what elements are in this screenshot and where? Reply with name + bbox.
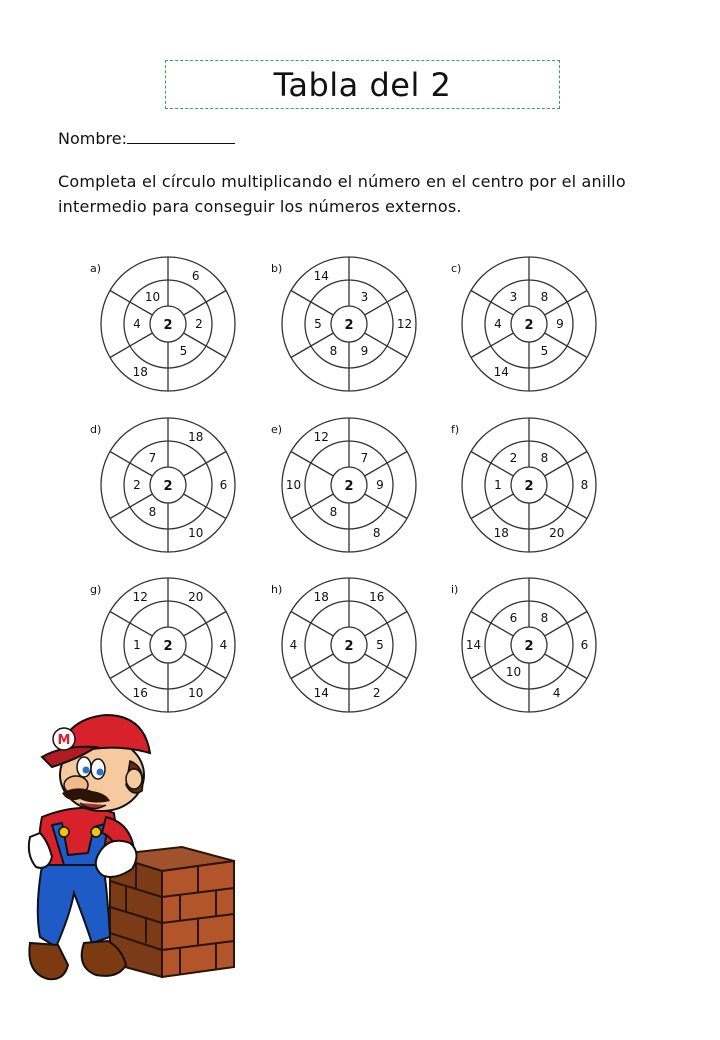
multiplication-wheel: [271, 418, 416, 552]
wheel-center-number: 2: [344, 479, 354, 494]
outer-ring-number: 16: [132, 686, 148, 701]
multiplication-wheel: [451, 257, 596, 391]
middle-ring-number: 10: [144, 290, 161, 305]
wheel-letter: b): [271, 262, 283, 275]
outer-ring-number: 12: [132, 589, 148, 604]
outer-ring-number: 14: [313, 268, 329, 283]
middle-ring-number: 9: [360, 343, 369, 358]
wheel-center-number: 2: [524, 479, 534, 494]
outer-ring-number: 4: [552, 686, 561, 701]
middle-ring-number: 3: [360, 290, 369, 305]
middle-ring-number: 8: [540, 451, 549, 466]
middle-ring-number: 8: [540, 611, 549, 626]
middle-ring-number: 2: [509, 451, 518, 466]
outer-ring-number: 20: [549, 526, 565, 541]
wheel-center-number: 2: [524, 639, 534, 654]
outer-ring-number: 14: [313, 686, 329, 701]
middle-ring-number: 8: [148, 504, 157, 519]
outer-ring-number: 10: [188, 686, 204, 701]
outer-ring-number: 6: [219, 478, 228, 492]
outer-ring-number: 4: [219, 638, 228, 652]
outer-ring-number: 18: [132, 365, 148, 380]
outer-ring-number: 2: [372, 686, 381, 701]
wheel-center-number: 2: [344, 639, 354, 654]
wheel-letter: h): [271, 583, 283, 596]
wheel-letter: f): [451, 423, 460, 436]
outer-ring-number: 16: [369, 589, 385, 604]
wheel-letter: d): [90, 423, 102, 436]
outer-ring-number: 8: [580, 478, 589, 492]
middle-ring-number: 9: [556, 317, 564, 331]
middle-ring-number: 5: [540, 343, 549, 358]
outer-ring-number: 10: [285, 478, 302, 492]
multiplication-wheel: [271, 257, 416, 391]
svg-text:M: M: [57, 733, 71, 748]
wheel-center-number: 2: [163, 639, 173, 654]
wheel-center-number: 2: [163, 479, 173, 494]
middle-ring-number: 1: [133, 638, 141, 652]
outer-ring-number: 14: [493, 365, 509, 380]
mario-illustration: [22, 705, 237, 990]
outer-ring-number: 18: [188, 429, 204, 444]
outer-ring-number: 6: [191, 268, 200, 283]
wheel-letter: e): [271, 423, 283, 436]
middle-ring-number: 1: [494, 478, 502, 492]
outer-ring-number: 20: [188, 589, 204, 604]
middle-ring-number: 2: [133, 478, 141, 492]
name-label: Nombre:: [58, 129, 127, 148]
wheel-center-number: 2: [344, 318, 354, 333]
multiplication-wheel: [90, 418, 235, 552]
wheel-center-number: 2: [163, 318, 173, 333]
wheel-letter: i): [451, 583, 459, 596]
middle-ring-number: 4: [494, 317, 502, 331]
wheel-letter: g): [90, 583, 102, 596]
wheel-center-number: 2: [524, 318, 534, 333]
instructions-text: Completa el círculo multiplicando el número en el centro por el anillo intermedio para conseguir los números externos.: [58, 172, 626, 216]
middle-ring-number: 5: [314, 317, 322, 331]
multiplication-wheel: [90, 578, 235, 712]
outer-ring-number: 18: [493, 526, 509, 541]
outer-ring-number: 12: [313, 429, 329, 444]
middle-ring-number: 9: [376, 478, 384, 492]
outer-ring-number: 6: [580, 638, 589, 652]
middle-ring-number: 4: [133, 317, 141, 331]
middle-ring-number: 10: [505, 664, 522, 679]
outer-ring-number: 12: [396, 317, 413, 331]
multiplication-wheel: [90, 257, 235, 391]
middle-ring-number: 7: [148, 451, 157, 466]
middle-ring-number: 7: [360, 451, 369, 466]
middle-ring-number: 8: [329, 343, 338, 358]
page-title: Tabla del 2: [273, 65, 452, 104]
outer-ring-number: 4: [289, 638, 298, 652]
outer-ring-number: 10: [188, 526, 204, 541]
middle-ring-number: 5: [376, 638, 384, 652]
middle-ring-number: 2: [195, 317, 203, 331]
middle-ring-number: 3: [509, 290, 518, 305]
multiplication-wheel: [451, 418, 596, 552]
multiplication-wheel: [451, 578, 596, 712]
wheel-letter: a): [90, 262, 102, 275]
multiplication-wheel: [271, 578, 416, 712]
middle-ring-number: 6: [509, 611, 518, 626]
outer-ring-number: 14: [465, 638, 482, 652]
outer-ring-number: 18: [313, 589, 329, 604]
wheel-letter: c): [451, 262, 462, 275]
outer-ring-number: 8: [372, 526, 381, 541]
middle-ring-number: 8: [540, 290, 549, 305]
middle-ring-number: 8: [329, 504, 338, 519]
middle-ring-number: 5: [179, 343, 188, 358]
